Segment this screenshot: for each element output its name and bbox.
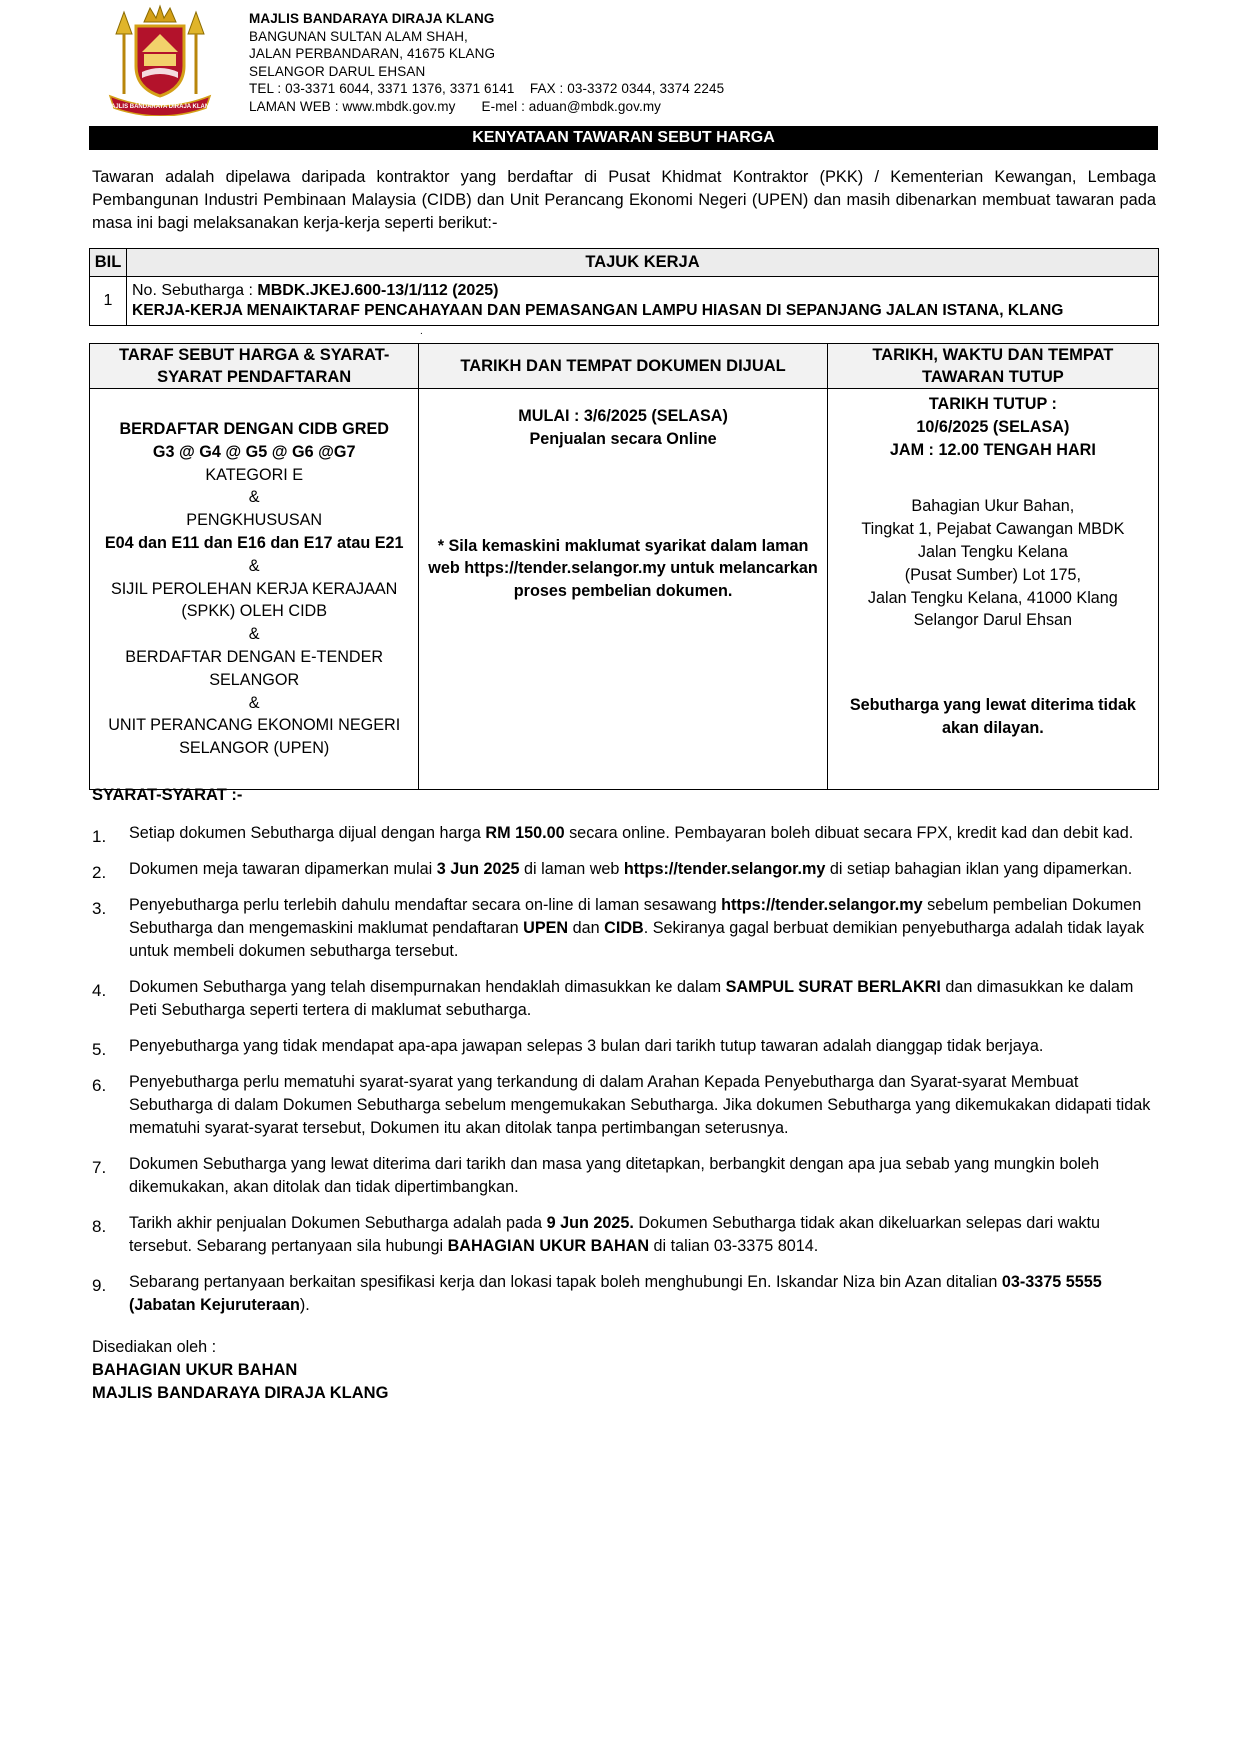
text: Dokumen meja tawaran dipamerkan mulai xyxy=(129,860,437,878)
tel-fax: TEL : 03-3371 6044, 3371 1376, 3371 6141 FAX : 03-3372 0344, 3374 2245 xyxy=(249,81,725,96)
specialisation-label: PENGKHUSUSAN xyxy=(186,511,323,530)
header-closing: TARIKH, WAKTU DAN TEMPAT TAWARAN TUTUP xyxy=(827,344,1158,389)
document-sale-cell xyxy=(419,389,827,790)
text: dan xyxy=(568,919,605,937)
condition-number: 6. xyxy=(92,1076,107,1095)
notice-title-banner: KENYATAAN TAWARAN SEBUT HARGA xyxy=(89,126,1158,150)
bil-header: BIL xyxy=(90,249,127,277)
bold-text: BAHAGIAN UKUR BAHAN xyxy=(447,1237,650,1255)
job-title: KERJA-KERJA MENAIKTARAF PENCAHAYAAN DAN PEMASANGAN LAMPU HIASAN DI SEPANJANG JALAN ISTANA, KLANG xyxy=(132,301,1064,319)
text: Tarikh akhir penjualan Dokumen Sebutharga adalah pada xyxy=(129,1214,547,1232)
spkk: SIJIL PEROLEHAN KERJA KERAJAAN (SPKK) OLEH CIDB xyxy=(111,579,398,621)
bold-link-text: https://tender.selangor.my xyxy=(721,896,923,914)
closing-cell xyxy=(827,389,1158,790)
prepared-org: MAJLIS BANDARAYA DIRAJA KLANG xyxy=(92,1384,389,1402)
condition-item xyxy=(92,1212,1156,1258)
category: KATEGORI E xyxy=(205,465,304,484)
org-header xyxy=(249,10,724,115)
sale-mode: Penjualan secara Online xyxy=(529,429,717,448)
header-document-sale: TARIKH DAN TEMPAT DOKUMEN DIJUAL xyxy=(419,344,827,389)
close-date: 10/6/2025 (SELASA) xyxy=(916,417,1070,436)
prepared-label: Disediakan oleh : xyxy=(92,1338,217,1356)
condition-item xyxy=(92,1035,1156,1058)
text: Penyebutharga yang tidak mendapat apa-apa jawapan selepas 3 bulan dari tarikh tutup tawaran adalah dianggap tidak berjaya. xyxy=(129,1037,1044,1055)
org-name: MAJLIS BANDARAYA DIRAJA KLANG xyxy=(249,11,495,26)
web-email-row xyxy=(249,98,724,116)
address-line-1: BANGUNAN SULTAN ALAM SHAH, xyxy=(249,28,468,44)
condition-item xyxy=(92,894,1156,963)
prepared-dept: BAHAGIAN UKUR BAHAN xyxy=(92,1361,298,1379)
text: di laman web xyxy=(519,860,624,878)
place-line-4: (Pusat Sumber) Lot 175, xyxy=(904,565,1082,584)
sale-start: MULAI : 3/6/2025 (SELASA) xyxy=(518,407,728,425)
text: Penyebutharga perlu terlebih dahulu mendaftar secara on-line di laman sesawang xyxy=(129,896,722,914)
condition-item xyxy=(92,1071,1156,1140)
bold-text: 03-3375 5555 (Jabatan Kejuruteraan xyxy=(129,1273,1102,1314)
place-line-6: Selangor Darul Ehsan xyxy=(913,611,1073,630)
condition-number: 1. xyxy=(92,827,107,846)
place-line-1: Bahagian Ukur Bahan, xyxy=(911,497,1075,516)
condition-number: 4. xyxy=(92,981,107,1000)
condition-item xyxy=(92,1153,1156,1199)
text: Dokumen Sebutharga yang lewat diterima dari tarikh dan masa yang ditetapkan, berbangkit dengan apa jua sebab yang mungkin boleh dikemukakan, akan ditolak dan tidak dipertimbangkan. xyxy=(129,1155,1100,1196)
amp-3: & xyxy=(248,625,260,644)
text: Setiap dokumen Sebutharga dijual dengan harga xyxy=(129,824,486,842)
text: Sebarang pertanyaan berkaitan spesifikasi kerja dan lokasi tapak boleh menghubungi En. Iskandar Niza bin Azan ditalian xyxy=(129,1273,1002,1291)
late-note: Sebutharga yang lewat diterima tidak akan dilayan. xyxy=(849,696,1136,737)
condition-item xyxy=(92,1271,1156,1317)
text: di setiap bahagian iklan yang dipamerkan. xyxy=(825,860,1133,878)
intro-paragraph: Tawaran adalah dipelawa daripada kontraktor yang berdaftar di Pusat Khidmat Kontraktor (PKK) / Kementerian Kewangan, Lembaga Pembangunan Industri Pembinaan Malaysia (CIDB) dan Unit Perancang Ekonomi Negeri (UPEN) dan masih dibenarkan membuat tawaran pada masa ini bagi melaksanakan kerja-kerja seperti berikut:- xyxy=(92,168,1156,232)
condition-number: 8. xyxy=(92,1217,107,1236)
upen: UNIT PERANCANG EKONOMI NEGERI SELANGOR (UPEN) xyxy=(108,716,401,758)
conditions-list xyxy=(92,822,1156,1330)
website: LAMAN WEB : www.mbdk.gov.my xyxy=(249,98,456,114)
address-line-3: SELANGOR DARUL EHSAN xyxy=(249,63,426,79)
condition-item xyxy=(92,822,1156,845)
text: . Sekiranya gagal berbuat demikian penyebutharga adalah tidak layak untuk membeli dokumen sebutharga tersebut. xyxy=(129,919,1145,960)
condition-number: 5. xyxy=(92,1040,107,1059)
address-line-2: JALAN PERBANDARAN, 41675 KLANG xyxy=(249,46,496,61)
bold-text: SAMPUL SURAT BERLAKRI xyxy=(725,978,941,996)
tajuk-header: TAJUK KERJA xyxy=(127,249,1159,277)
stray-dot: . xyxy=(420,326,423,337)
text: di talian 03-3375 8014. xyxy=(649,1237,819,1255)
header-registration: TARAF SEBUT HARGA & SYARAT-SYARAT PENDAFTARAN xyxy=(90,344,419,389)
sale-note: * Sila kemaskini maklumat syarikat dalam laman web https://tender.selangor.my untuk melancarkan proses pembelian dokumen. xyxy=(428,536,818,601)
text: ). xyxy=(299,1296,310,1314)
text: Dokumen Sebutharga tidak akan dikeluarkan selepas dari waktu tersebut. Sebarang pertanyaan sila hubungi xyxy=(129,1214,1100,1255)
cidb-grades: G3 @ G4 @ G5 @ G6 @G7 xyxy=(152,442,356,461)
registration-cell xyxy=(90,389,419,790)
place-line-2: Tingkat 1, Pejabat Cawangan MBDK xyxy=(861,520,1125,539)
bold-text: RM 150.00 xyxy=(485,824,565,842)
condition-number: 2. xyxy=(92,863,107,882)
condition-item xyxy=(92,858,1156,881)
text: secara online. Pembayaran boleh dibuat secara FPX, kredit kad dan debit kad. xyxy=(564,824,1134,842)
close-time: JAM : 12.00 TENGAH HARI xyxy=(889,440,1096,459)
job-cell xyxy=(127,277,1159,326)
crest-ribbon-text: MAJLIS BANDARAYA DIRAJA KLANG xyxy=(106,104,214,110)
condition-number: 9. xyxy=(92,1276,107,1295)
condition-number: 3. xyxy=(92,899,107,918)
bold-text: 3 Jun 2025 xyxy=(436,860,520,878)
ref-label: No. Sebutharga : xyxy=(132,281,258,299)
bil-value: 1 xyxy=(90,277,127,326)
etender: BERDAFTAR DENGAN E-TENDER SELANGOR xyxy=(125,647,384,689)
text: Dokumen Sebutharga yang telah disempurnakan hendaklah dimasukkan ke dalam xyxy=(129,978,726,996)
text: dan dimasukkan ke dalam Peti Sebutharga seperti tertera di maklumat sebutharga. xyxy=(129,978,1134,1019)
amp-4: & xyxy=(248,693,260,712)
amp-1: & xyxy=(248,488,260,507)
bold-text: UPEN xyxy=(523,919,569,937)
cidb-grade-label: BERDAFTAR DENGAN CIDB GRED xyxy=(119,420,389,439)
email: E-mel : aduan@mbdk.gov.my xyxy=(481,98,662,114)
bold-text: CIDB xyxy=(604,919,644,937)
text: Penyebutharga perlu mematuhi syarat-syarat yang terkandung di dalam Arahan Kepada Penyebutharga dan Syarat-syarat Membuat Sebutharga di dalam Dokumen Sebutharga sebelum mengemukakan Sebutharga. Jika dokumen Sebutharga yang dikemukakan didapati tidak mematuhi syarat-syarat tersebut, Dokumen itu akan ditolak tanpa pertimbangan seterusnya. xyxy=(129,1073,1151,1137)
close-label: TARIKH TUTUP : xyxy=(928,395,1057,413)
reference-line xyxy=(132,281,1153,301)
prepared-by xyxy=(92,1336,388,1405)
specialisation-codes: E04 dan E11 dan E16 dan E17 atau E21 xyxy=(104,534,404,552)
conditions-heading: SYARAT-SYARAT :- xyxy=(92,786,243,804)
condition-item xyxy=(92,976,1156,1022)
job-title-table xyxy=(89,248,1159,326)
text: sebelum pembelian Dokumen Sebutharga dan mengemaskini maklumat pendaftaran xyxy=(129,896,1142,937)
place-line-3: Jalan Tengku Kelana xyxy=(917,542,1068,561)
place-line-5: Jalan Tengku Kelana, 41000 Klang xyxy=(867,588,1118,607)
bold-text: 9 Jun 2025. xyxy=(546,1214,634,1232)
bold-link-text: https://tender.selangor.my xyxy=(623,860,826,878)
condition-number: 7. xyxy=(92,1158,107,1177)
amp-2: & xyxy=(248,556,260,575)
details-table xyxy=(89,343,1159,790)
ref-number: MBDK.JKEJ.600-13/1/112 (2025) xyxy=(257,281,499,299)
mbdk-crest-logo xyxy=(106,4,214,116)
